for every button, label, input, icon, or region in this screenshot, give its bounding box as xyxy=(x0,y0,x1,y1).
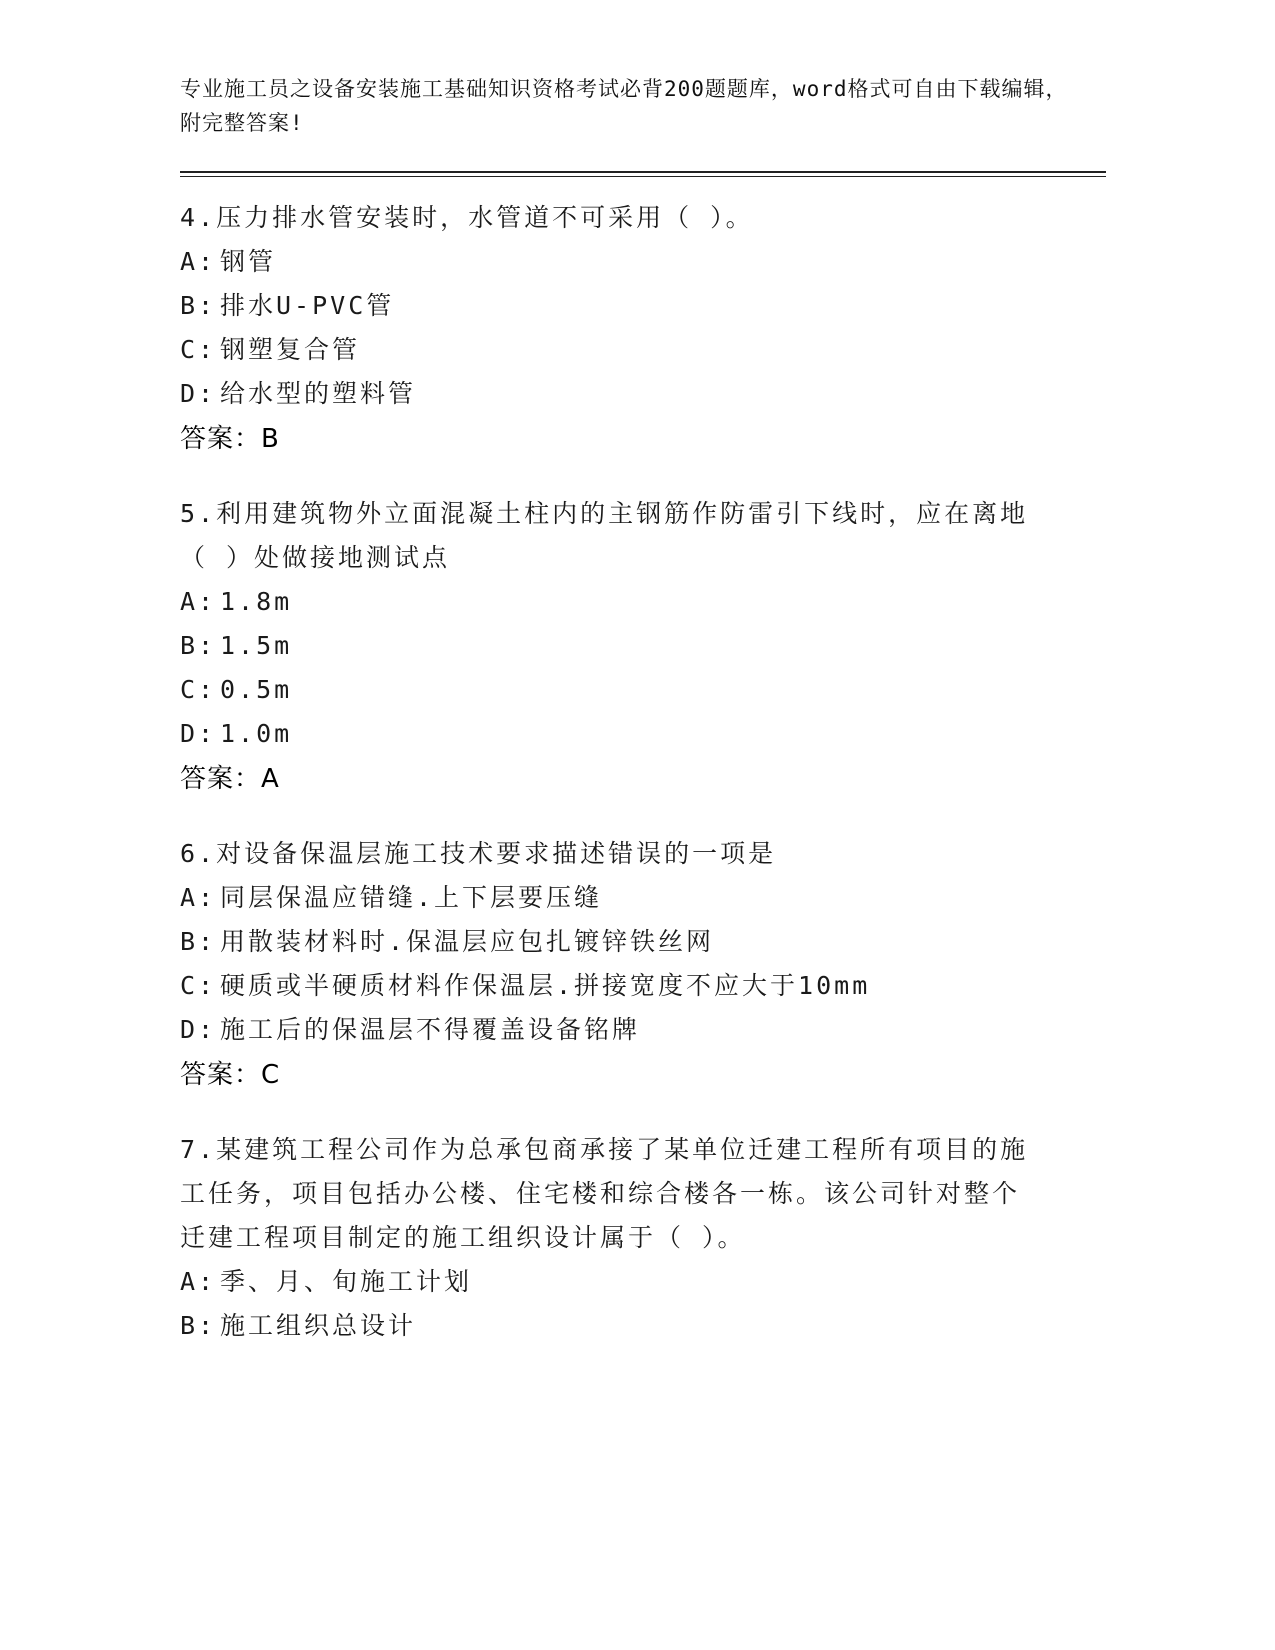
option-text: 施工组织总设计 xyxy=(220,1311,417,1340)
option-text: 钢管 xyxy=(220,247,277,276)
question-option xyxy=(180,372,1040,416)
option-text: 施工后的保温层不得覆盖设备铭牌 xyxy=(220,1015,641,1044)
option-letter: B: xyxy=(180,927,217,956)
option-letter: B: xyxy=(180,1311,217,1340)
question-option xyxy=(180,876,1040,920)
option-letter: D: xyxy=(180,379,217,408)
header-divider-top xyxy=(180,171,1106,173)
question-option xyxy=(180,284,1040,328)
option-text: 1.5m xyxy=(220,631,293,660)
question-answer: 答案：B xyxy=(180,424,280,454)
question-option xyxy=(180,1260,1040,1304)
question-option xyxy=(180,964,1040,1008)
option-letter: D: xyxy=(180,1015,217,1044)
option-text: 1.0m xyxy=(220,719,293,748)
header-title: 专业施工员之设备安装施工基础知识资格考试必背200题题库，word格式可自由下载编辑，附完整答案! xyxy=(180,77,1068,135)
option-text: 用散装材料时.保温层应包扎镀锌铁丝网 xyxy=(220,927,715,956)
question-stem: 4.压力排水管安装时，水管道不可采用（ ）。 xyxy=(180,203,754,232)
header-divider-bottom xyxy=(180,176,1106,177)
question-list xyxy=(180,196,1040,1378)
question-option xyxy=(180,1304,1040,1348)
question-option xyxy=(180,668,1040,712)
option-letter: B: xyxy=(180,631,217,660)
option-letter: A: xyxy=(180,247,217,276)
option-letter: D: xyxy=(180,719,217,748)
question-option xyxy=(180,1008,1040,1052)
option-letter: A: xyxy=(180,1267,217,1296)
option-letter: C: xyxy=(180,971,217,1000)
question-option xyxy=(180,328,1040,372)
question-option xyxy=(180,580,1040,624)
option-text: 给水型的塑料管 xyxy=(220,379,417,408)
question-option xyxy=(180,712,1040,756)
option-text: 排水U-PVC管 xyxy=(220,291,395,320)
option-text: 硬质或半硬质材料作保温层.拼接宽度不应大于10mm xyxy=(220,971,871,1000)
question-option xyxy=(180,920,1040,964)
option-letter: C: xyxy=(180,335,217,364)
option-text: 季、月、旬施工计划 xyxy=(220,1267,473,1296)
question-option xyxy=(180,624,1040,668)
question-item xyxy=(180,492,1040,802)
question-option xyxy=(180,240,1040,284)
option-text: 1.8m xyxy=(220,587,293,616)
question-answer: 答案：A xyxy=(180,764,280,794)
option-letter: C: xyxy=(180,675,217,704)
question-item xyxy=(180,832,1040,1098)
question-stem: 7.某建筑工程公司作为总承包商承接了某单位迁建工程所有项目的施工任务，项目包括办公楼、住宅楼和综合楼各一栋。该公司针对整个迁建工程项目制定的施工组织设计属于（ ）。 xyxy=(180,1135,1029,1252)
question-item xyxy=(180,196,1040,462)
option-text: 0.5m xyxy=(220,675,293,704)
option-letter: A: xyxy=(180,587,217,616)
option-text: 同层保温应错缝.上下层要压缝 xyxy=(220,883,603,912)
option-text: 钢塑复合管 xyxy=(220,335,361,364)
document-header xyxy=(180,72,1080,140)
option-letter: A: xyxy=(180,883,217,912)
question-stem: 5.利用建筑物外立面混凝土柱内的主钢筋作防雷引下线时，应在离地（ ）处做接地测试点 xyxy=(180,499,1029,572)
question-answer: 答案：C xyxy=(180,1060,281,1090)
question-item xyxy=(180,1128,1040,1348)
question-stem: 6.对设备保温层施工技术要求描述错误的一项是 xyxy=(180,839,777,868)
option-letter: B: xyxy=(180,291,217,320)
